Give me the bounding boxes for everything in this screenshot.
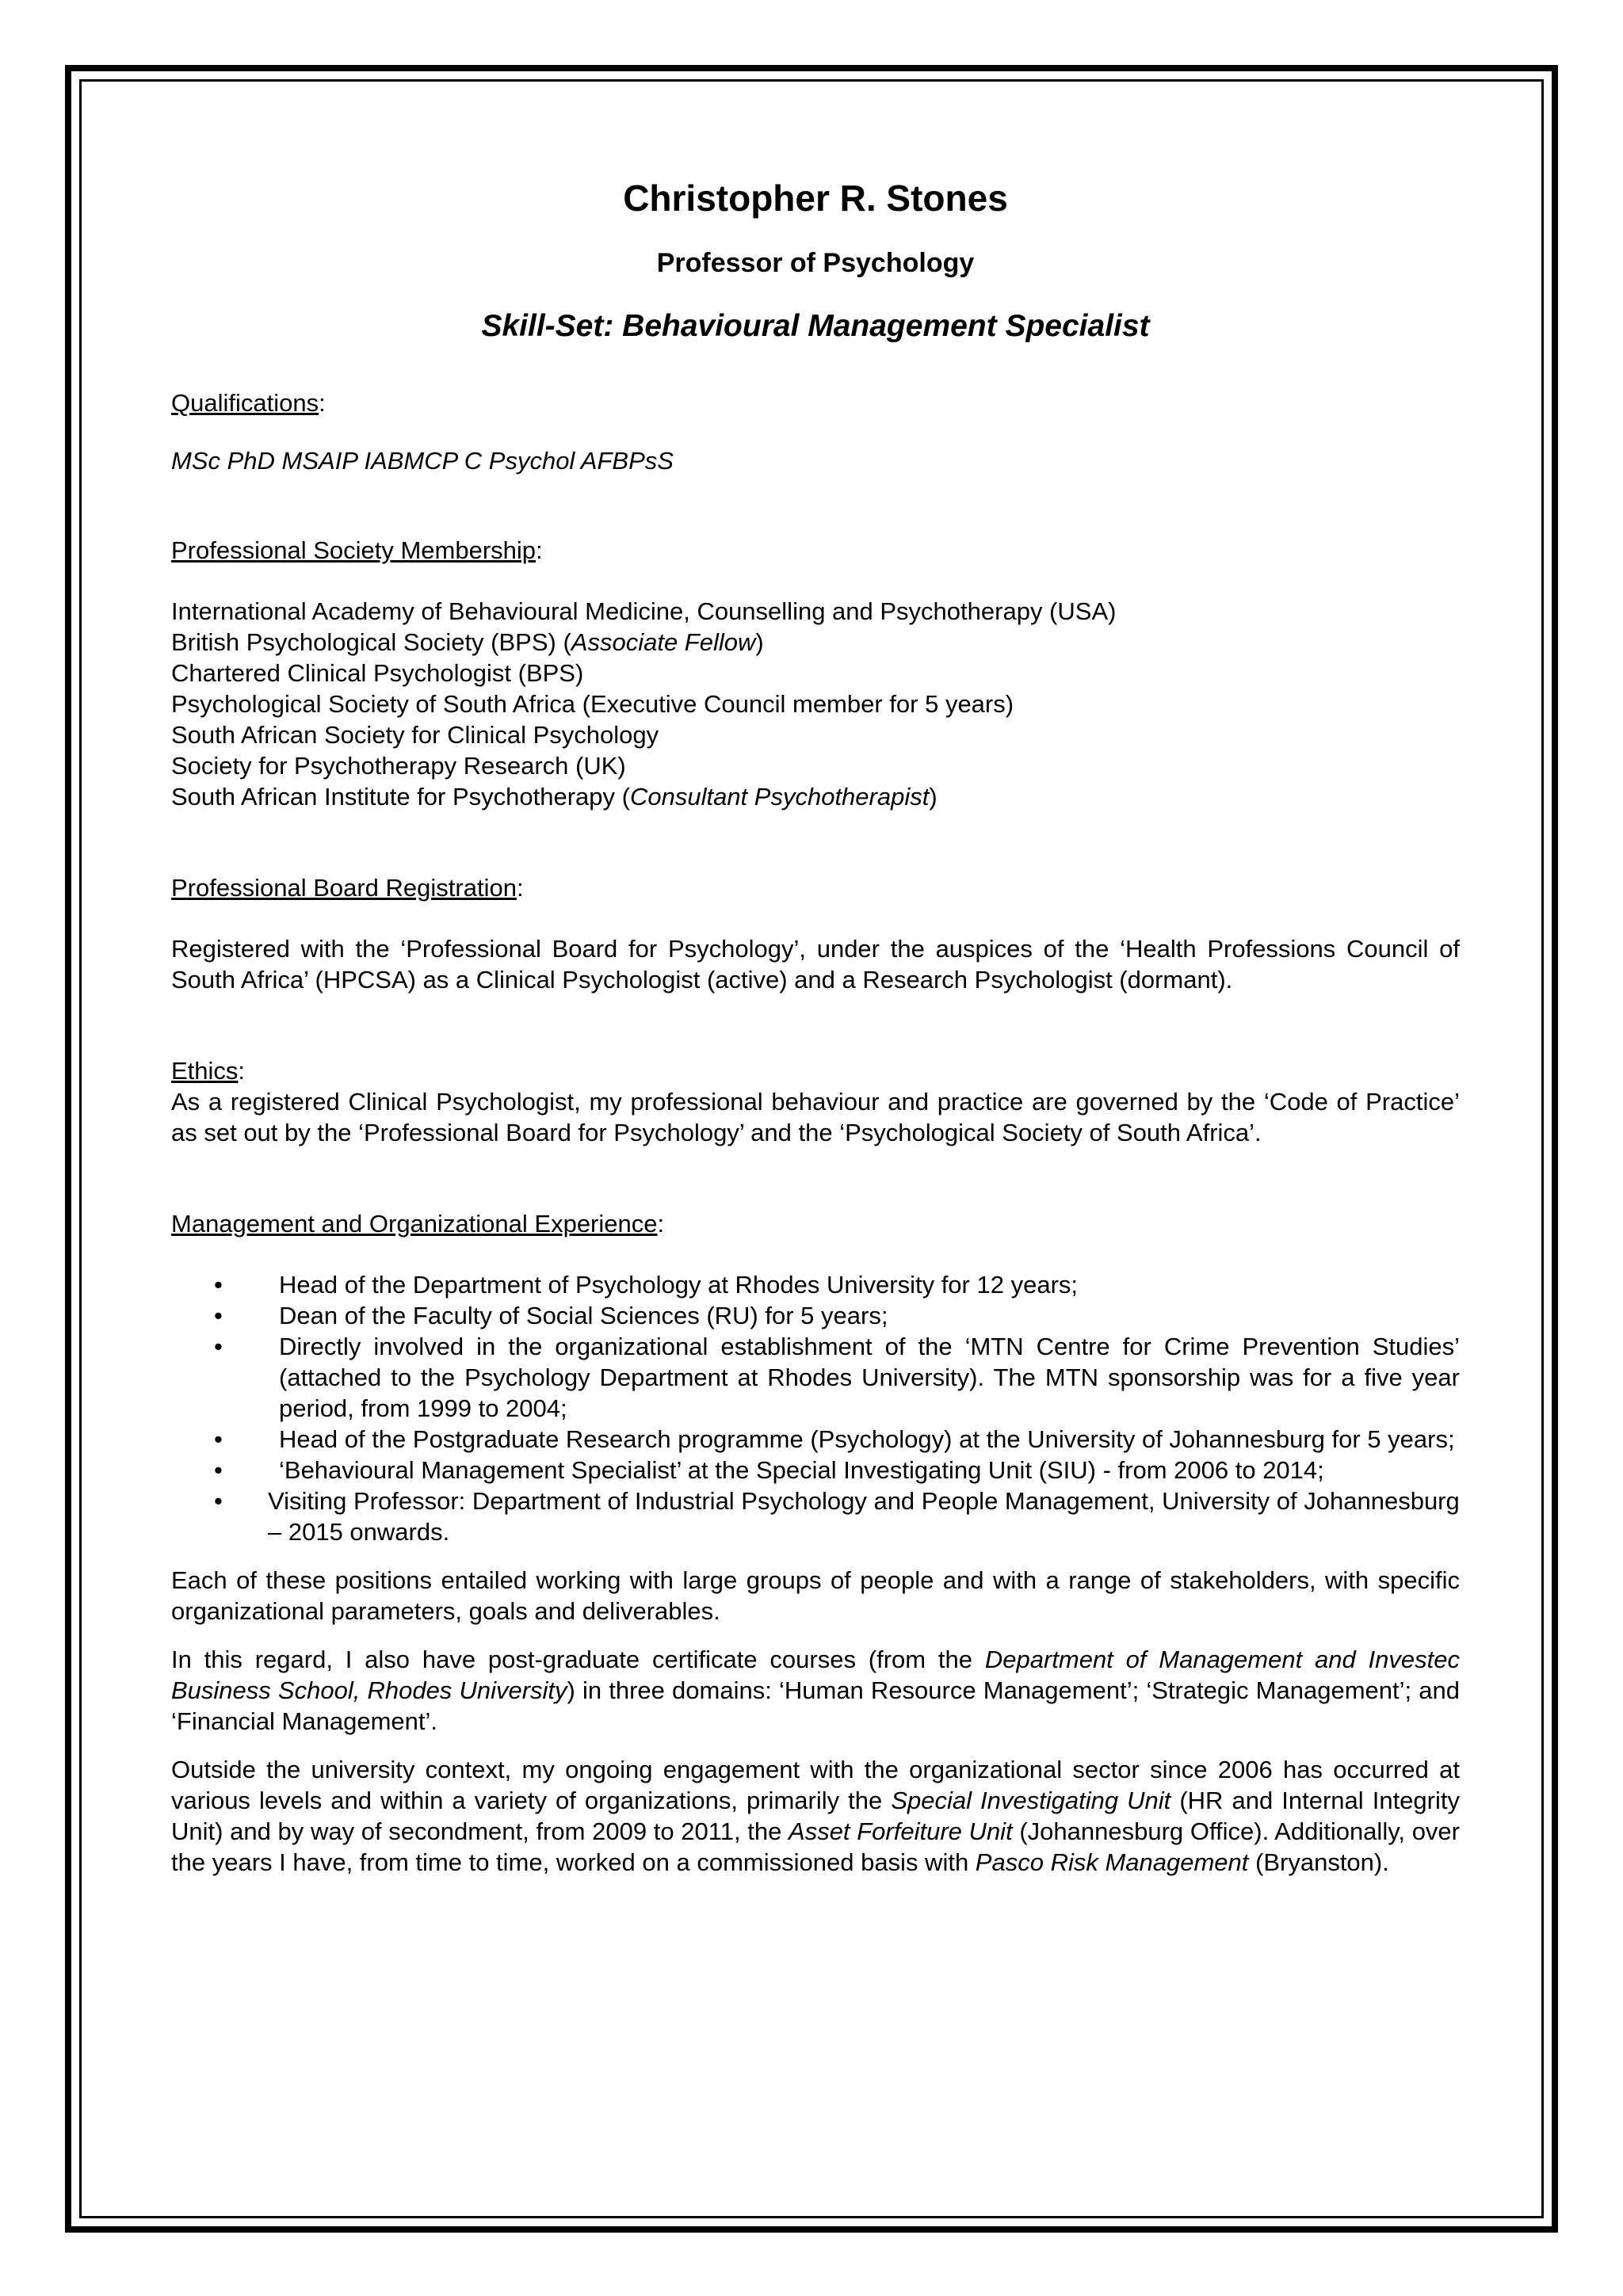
- qualifications-heading: Qualifications:: [171, 389, 326, 417]
- list-item: • Dean of the Faculty of Social Sciences (RU) for 5 years;: [214, 1302, 888, 1329]
- membership-item: Society for Psychotherapy Research (UK): [171, 752, 626, 780]
- membership-item: Chartered Clinical Psychologist (BPS): [171, 659, 584, 687]
- list-item: • Visiting Professor: Department of Industrial Psychology and People Management, University of Johannesburg – 2015 onwards.: [214, 1487, 1460, 1546]
- bullet-icon: •: [214, 1456, 223, 1484]
- management-paragraph-positions: Each of these positions entailed working with large groups of people and with a range of stakeholders, with specific organizational parameters, goals and deliverables.: [171, 1566, 1460, 1625]
- skillset-title: Skill-Set: Behavioural Management Specialist: [481, 309, 1150, 343]
- list-item: • Directly involved in the organizational establishment of the ‘MTN Centre for Crime Prevention Studies’ (attached to the Psychology Department at Rhodes University). The MTN sponsorship was for a five year period, from 1999 to 2004;: [214, 1333, 1460, 1422]
- management-heading: Management and Organizational Experience:: [171, 1210, 665, 1238]
- membership-item: British Psychological Society (BPS) (Associate Fellow): [171, 628, 764, 656]
- qualifications-text: MSc PhD MSAIP IABMCP C Psychol AFBPsS: [171, 447, 674, 475]
- membership-list: [171, 596, 1460, 812]
- ethics-text: As a registered Clinical Psychologist, my professional behaviour and practice are governed by the ‘Code of Practice’ as set out by the ‘Professional Board for Psychology’ and the ‘Psychological Society of South Africa’.: [171, 1088, 1460, 1146]
- membership-item: South African Institute for Psychotherapy (Consultant Psychotherapist): [171, 783, 938, 810]
- list-item: • ‘Behavioural Management Specialist’ at the Special Investigating Unit (SIU) - from 2006 to 2014;: [214, 1456, 1324, 1484]
- management-list: [171, 1269, 1460, 1547]
- bullet-icon: •: [214, 1333, 223, 1360]
- bullet-icon: •: [214, 1487, 223, 1515]
- cv-header: [171, 176, 1460, 345]
- management-paragraph-certificates: In this regard, I also have post-graduate certificate courses (from the Department of Management and Investec Business School, Rhodes University) in three domains: ‘Human Resource Management’; ‘Strategic Management’; and ‘Financial Management’.: [171, 1646, 1460, 1735]
- cv-document: [171, 176, 1460, 1878]
- bullet-icon: •: [214, 1425, 223, 1453]
- membership-item: International Academy of Behavioural Medicine, Counselling and Psychotherapy (USA): [171, 597, 1117, 625]
- list-item: • Head of the Postgraduate Research programme (Psychology) at the University of Johannesburg for 5 years;: [214, 1425, 1455, 1453]
- list-item: • Head of the Department of Psychology at Rhodes University for 12 years;: [214, 1271, 1078, 1299]
- bullet-icon: •: [214, 1271, 223, 1299]
- registration-text: Registered with the ‘Professional Board for Psychology’, under the auspices of the ‘Health Professions Council of South Africa’ (HPCSA) as a Clinical Psychologist (active) and a Research Psychologist (dormant).: [171, 935, 1460, 994]
- job-title: Professor of Psychology: [656, 248, 975, 278]
- bullet-icon: •: [214, 1302, 223, 1329]
- membership-heading: Professional Society Membership:: [171, 536, 543, 564]
- person-name: Christopher R. Stones: [623, 177, 1008, 219]
- membership-item: Psychological Society of South Africa (Executive Council member for 5 years): [171, 690, 1014, 718]
- membership-item: South African Society for Clinical Psychology: [171, 721, 659, 749]
- registration-heading: Professional Board Registration:: [171, 874, 524, 902]
- ethics-heading: Ethics:: [171, 1057, 246, 1085]
- management-paragraph-organizations: Outside the university context, my ongoing engagement with the organizational sector since 2006 has occurred at various levels and within a variety of organizations, primarily the Special Investigating Unit (HR and Internal Integrity Unit) and by way of secondment, from 2009 to 2011, the Asset Forfeiture Unit (Johannesburg Office). Additionally, over the years I have, from time to time, worked on a commissioned basis with Pasco Risk Management (Bryanston).: [171, 1756, 1460, 1876]
